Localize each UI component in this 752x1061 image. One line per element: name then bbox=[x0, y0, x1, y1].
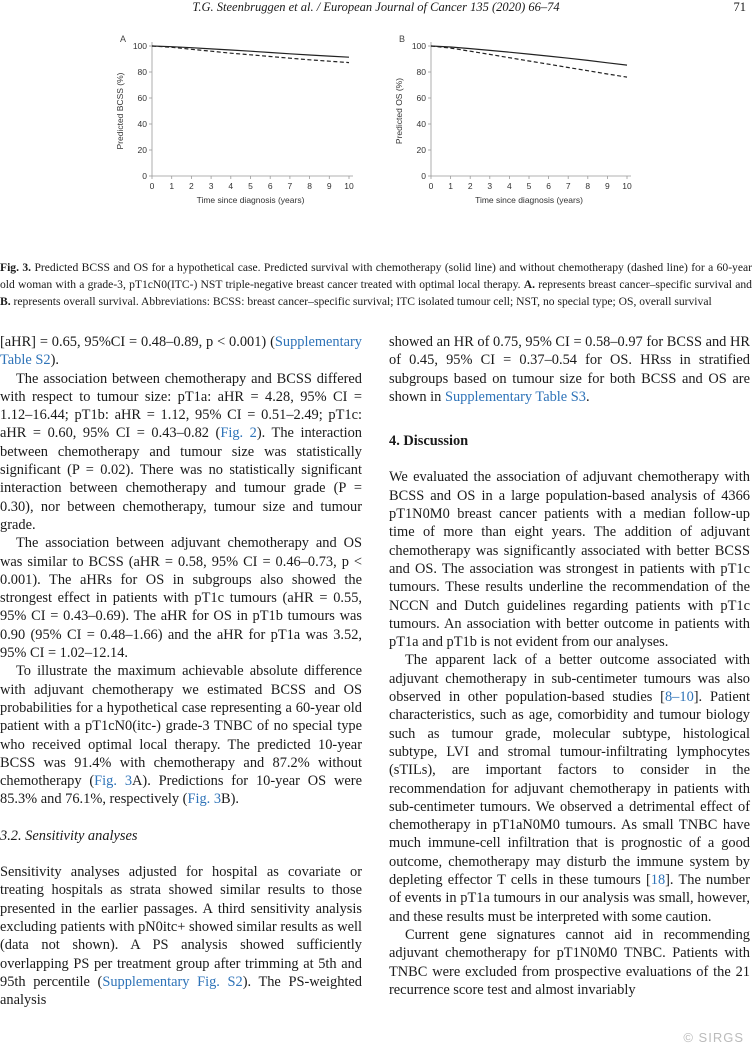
paragraph: Current gene signatures cannot aid in recommending adjuvant chemotherapy for pT1N0M0 TNBC. Patients with TNBC were excluded from prospective evaluations of the 21 recurrence score test and almost invariably bbox=[389, 926, 750, 998]
x-tick-label: 8 bbox=[585, 181, 591, 191]
x-axis-label: Time since diagnosis (years) bbox=[196, 195, 305, 205]
with-chemotherapy-line bbox=[152, 46, 349, 57]
x-tick-label: 0 bbox=[149, 181, 155, 191]
section-heading: 3.2. Sensitivity analyses bbox=[0, 827, 138, 844]
paragraph bbox=[0, 662, 362, 808]
ref-18-link[interactable]: 18 bbox=[650, 872, 666, 889]
ref-8-10-link[interactable]: 8–10 bbox=[664, 689, 694, 706]
left-column bbox=[0, 333, 362, 1009]
supplementary-table-s2-link[interactable]: Supplementary Table S2 bbox=[0, 334, 362, 369]
x-tick-label: 5 bbox=[248, 181, 253, 191]
x-tick-label: 8 bbox=[307, 181, 312, 191]
text-run: showed an HR of 0.75, 95% CI = 0.58–0.97 for BCSS and HR of 0.45, 95% CI = 0.37–0.54 for OS. HRss in stratified subgroups based on tumour size for both BCSS and OS are shown in bbox=[389, 334, 750, 405]
text-run: ]. The number of events in pT1a tumours in our analysis was small, however, and these results must be interpreted with some caution. bbox=[389, 872, 750, 925]
text-run: To illustrate the maximum achievable absolute difference with adjuvant chemotherapy we estimated BCSS and OS probabilities for a hypothetical case representing a 60-year old patient with a pT1cN0(itc-) grade-3 TNBC of no special type who received optimal local therapy. The predicted 10-year BCSS was 91.4% with chemotherapy and 87.2% without chemotherapy ( bbox=[0, 663, 362, 790]
caption-a-label: A. bbox=[523, 278, 536, 292]
text-run: Sensitivity analyses adjusted for hospital as covariate or treating hospitals as strata showed similar results to those presented in the earlier passages. A third sensitivity analysis excluding patients with pN0itc+ showed similar results as well (data not shown). A PS analysis showed sufficiently overlapping PS per treatment group after trimming at 5th and 95th percentile ( bbox=[0, 864, 362, 990]
x-tick-label: 6 bbox=[546, 181, 551, 191]
spacer bbox=[389, 450, 750, 468]
spacer bbox=[389, 406, 750, 432]
running-title: T.G. Steenbruggen et al. / European Journal of Cancer 135 (2020) 66–74 bbox=[192, 0, 560, 14]
section-heading: 4. Discussion bbox=[389, 433, 469, 450]
x-tick-label: 9 bbox=[605, 181, 610, 191]
x-tick-label: 5 bbox=[526, 181, 532, 191]
panel-label: B bbox=[399, 34, 406, 44]
x-tick-label: 10 bbox=[622, 181, 632, 191]
x-tick-label: 4 bbox=[507, 181, 512, 191]
right-column bbox=[389, 333, 750, 999]
x-tick-label: 0 bbox=[428, 181, 434, 191]
text-run: A). Predictions for 10-year OS were 85.3% and 76.1%, respectively ( bbox=[0, 773, 362, 808]
paragraph bbox=[389, 651, 750, 925]
running-header bbox=[0, 0, 752, 16]
y-axis-label: Predicted OS (%) bbox=[394, 77, 404, 145]
y-tick-label: 0 bbox=[421, 171, 426, 181]
with-chemotherapy-line bbox=[431, 46, 627, 65]
x-tick-label: 1 bbox=[169, 181, 175, 191]
x-tick-label: 1 bbox=[448, 181, 453, 191]
x-tick-label: 6 bbox=[267, 181, 273, 191]
text-run: The association between chemotherapy and BCSS differed with respect to tumour size: pT1a: aHR = 4.28, 95% CI = 1.12–16.44; pT1b: aHR = 1.12, 95% CI = 0.51–2.49; pT1c: aHR = 0.60, 95% CI = 0.43–0.82 ( bbox=[0, 370, 362, 442]
x-tick-label: 10 bbox=[344, 181, 354, 191]
text-run: ). bbox=[50, 352, 59, 369]
text-run: [aHR] = 0.65, 95%CI = 0.48–0.89, p < 0.001) ( bbox=[0, 334, 275, 350]
figure-3 bbox=[110, 32, 670, 252]
caption-a-text: represents breast cancer–specific survival and bbox=[538, 278, 752, 292]
caption-text: Predicted BCSS and OS for a hypothetical case. Predicted survival with chemotherapy (solid line) and without chemotherapy (dashed line) for a 60-year old woman with a grade-3, pT1cN0(ITC-) NST triple-negative breast cancer treated with optimal local therapy. bbox=[0, 261, 752, 292]
spacer bbox=[0, 809, 362, 827]
x-tick-label: 3 bbox=[487, 181, 493, 191]
x-axis-label: Time since diagnosis (years) bbox=[475, 195, 583, 205]
paragraph bbox=[389, 333, 750, 406]
supplementary-table-s3-link[interactable]: Supplementary Table S3 bbox=[444, 388, 586, 405]
y-tick-label: 80 bbox=[416, 67, 426, 77]
y-tick-label: 100 bbox=[411, 41, 426, 51]
text-run: ]. Patient characteristics, such as age, comorbidity and tumour biology such as tumour grade, molecular subtype, histological subtype, LVI and stromal tumour-infiltrating lymphocytes (sTILs), are important factors to consider in the recommendation for adjuvant chemotherapy in patients with sub-centimeter tumours. We observed a detrimental effect of chemotherapy in pT1aN0M0 tumours. As small TNBC have much immune-cell infiltration that is prognostic of a good outcome, chemotherapy may disturb the immune system by depleting effector T cells in these tumours [ bbox=[389, 689, 750, 889]
text-run: B). bbox=[221, 791, 240, 808]
x-tick-label: 7 bbox=[287, 181, 293, 191]
caption-b-label: B. bbox=[0, 295, 11, 309]
y-tick-label: 0 bbox=[142, 171, 147, 181]
caption-b-text: represents overall survival. Abbreviations: BCSS: breast cancer–specific survival; ITC isolated tumour cell; NST, no special type; OS, overall survival bbox=[13, 295, 712, 309]
survival-charts bbox=[110, 32, 670, 252]
x-tick-label: 3 bbox=[208, 181, 214, 191]
y-tick-label: 60 bbox=[416, 93, 426, 103]
figure-caption bbox=[0, 259, 752, 311]
fig-2-link[interactable]: Fig. 2 bbox=[220, 425, 257, 442]
page-number: 71 bbox=[733, 0, 746, 14]
x-tick-label: 4 bbox=[228, 181, 234, 191]
x-tick-label: 7 bbox=[565, 181, 571, 191]
y-tick-label: 20 bbox=[416, 145, 426, 155]
y-tick-label: 20 bbox=[137, 145, 147, 155]
caption-label: Fig. 3. bbox=[0, 261, 32, 274]
paragraph bbox=[0, 370, 362, 535]
paragraph: The association between adjuvant chemotherapy and OS was similar to BCSS (aHR = 0.58, 95% CI = 0.46–0.73, p < 0.001). The aHRs for OS in subgroups also showed the strongest effect in patients with pT1c tumours (aHR = 0.55, 95% CI = 0.43–0.69). The aHR for OS in pT1b tumours was 0.90 (95% CI = 0.48–1.66) and the aHR for pT1a was 3.52, 95% CI = 1.02–12.14. bbox=[0, 535, 362, 662]
without-chemotherapy-line bbox=[152, 46, 349, 63]
panel-label: A bbox=[120, 34, 127, 44]
text-run: The apparent lack of a better outcome associated with adjuvant chemotherapy in sub-centimeter tumours was also observed in other population-based studies [ bbox=[389, 652, 750, 706]
x-tick-label: 2 bbox=[467, 181, 473, 191]
y-tick-label: 40 bbox=[416, 119, 426, 129]
y-tick-label: 80 bbox=[137, 67, 147, 77]
supplementary-fig-s2-link[interactable]: Supplementary Fig. S2 bbox=[102, 973, 243, 990]
text-run: ). The PS-weighted analysis bbox=[0, 973, 362, 1009]
y-tick-label: 40 bbox=[137, 119, 147, 129]
y-tick-label: 100 bbox=[132, 41, 147, 51]
watermark: © SIRGS bbox=[683, 1030, 744, 1045]
paragraph bbox=[0, 333, 362, 370]
text-run: ). The interaction between chemotherapy and tumour size was statistically significant (P = 0.02). There was no statistically significant interaction between chemotherapy and tumour grade (P = 0.30), nor between chemotherapy, tumour size and tumour grade. bbox=[0, 425, 362, 533]
y-axis-label: Predicted BCSS (%) bbox=[115, 72, 125, 150]
y-tick-label: 60 bbox=[137, 93, 147, 103]
x-tick-label: 2 bbox=[189, 181, 194, 191]
spacer bbox=[0, 845, 362, 863]
fig-3b-link[interactable]: Fig. 3 bbox=[187, 791, 222, 808]
paragraph: We evaluated the association of adjuvant chemotherapy with BCSS and OS in a large population-based analysis of 4366 pT1N0M0 breast cancer patients with a median follow-up time of more than eight years. The addition of adjuvant chemotherapy was significantly associated with better BCSS and OS. The association was strongest in patients with pT1c tumours. These results underline the recommendation of the NCCN and Dutch guidelines regarding patients with pT1c tumours. An association with better outcome in patients with pT1a and pT1b is not evident from our analyses. bbox=[389, 469, 750, 651]
x-tick-label: 9 bbox=[326, 181, 332, 191]
fig-3a-link[interactable]: Fig. 3 bbox=[94, 773, 133, 790]
paragraph bbox=[0, 863, 362, 1009]
text-run: . bbox=[585, 388, 590, 405]
